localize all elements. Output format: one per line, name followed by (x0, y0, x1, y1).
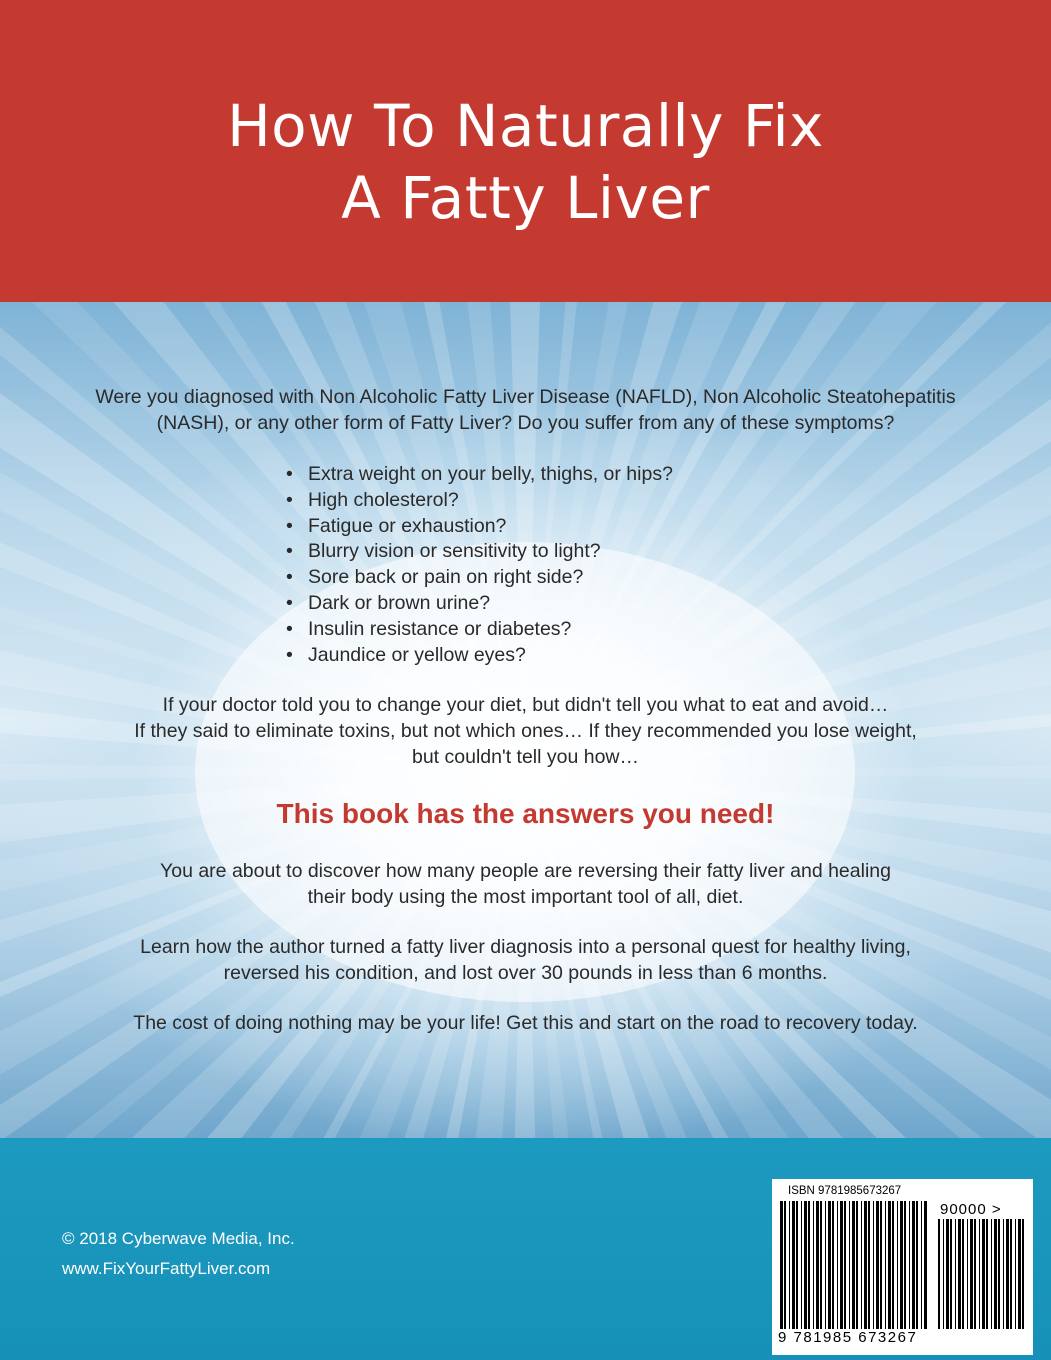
doctor-line-3: but couldn't tell you how… (411, 746, 640, 768)
author-line-1: Learn how the author turned a fatty liver diagnosis into a personal quest for healthy living, (140, 936, 911, 958)
doctor-paragraph (0, 692, 1051, 770)
list-item: • Sore back or pain on right side? (286, 565, 673, 591)
description-panel (0, 302, 1051, 1138)
list-item: • High cholesterol? (286, 488, 673, 514)
discover-line-2: their body using the most important tool of all, diet. (307, 886, 744, 908)
footer-banner (0, 1138, 1051, 1360)
price-code: 90000 > (940, 1201, 1002, 1218)
addon-barcode-bars (936, 1219, 1026, 1329)
title-line-1: How To Naturally Fix (227, 92, 824, 160)
call-to-action: The cost of doing nothing may be your life! Get this and start on the road to recovery today. (133, 1012, 918, 1034)
book-title (0, 90, 1051, 234)
copyright-notice: © 2018 Cyberwave Media, Inc. (62, 1229, 295, 1248)
discover-line-1: You are about to discover how many people are reversing their fatty liver and healing (160, 860, 891, 882)
answers-headline: This book has the answers you need! (276, 798, 775, 829)
isbn-barcode (772, 1179, 1033, 1355)
author-paragraph (0, 934, 1051, 986)
website-url: www.FixYourFattyLiver.com (62, 1259, 271, 1278)
doctor-line-2: If they said to eliminate toxins, but not which ones… If they recommended you lose weight, (134, 720, 917, 742)
doctor-line-1: If your doctor told you to change your diet, but didn't tell you what to eat and avoid… (162, 694, 889, 716)
author-line-2: reversed his condition, and lost over 30 pounds in less than 6 months. (223, 962, 828, 984)
title-line-2: A Fatty Liver (341, 164, 710, 232)
list-item: • Dark or brown urine? (286, 591, 673, 617)
intro-line-2: (NASH), or any other form of Fatty Liver? Do you suffer from any of these symptoms? (156, 412, 895, 434)
intro-line-1: Were you diagnosed with Non Alcoholic Fatty Liver Disease (NAFLD), Non Alcoholic Steatohepatitis (95, 386, 956, 408)
intro-paragraph (0, 384, 1051, 436)
discover-paragraph (0, 858, 1051, 910)
list-item: • Extra weight on your belly, thighs, or hips? (286, 462, 673, 488)
title-banner (0, 0, 1051, 302)
list-item: • Jaundice or yellow eyes? (286, 643, 673, 669)
list-item: • Blurry vision or sensitivity to light? (286, 539, 673, 565)
barcode-number: 9 781985 673267 (778, 1329, 918, 1346)
list-item: • Fatigue or exhaustion? (286, 514, 673, 540)
isbn-label: ISBN 9781985673267 (788, 1185, 902, 1197)
list-item: • Insulin resistance or diabetes? (286, 617, 673, 643)
symptom-list (286, 462, 673, 668)
barcode-bars (778, 1201, 928, 1329)
